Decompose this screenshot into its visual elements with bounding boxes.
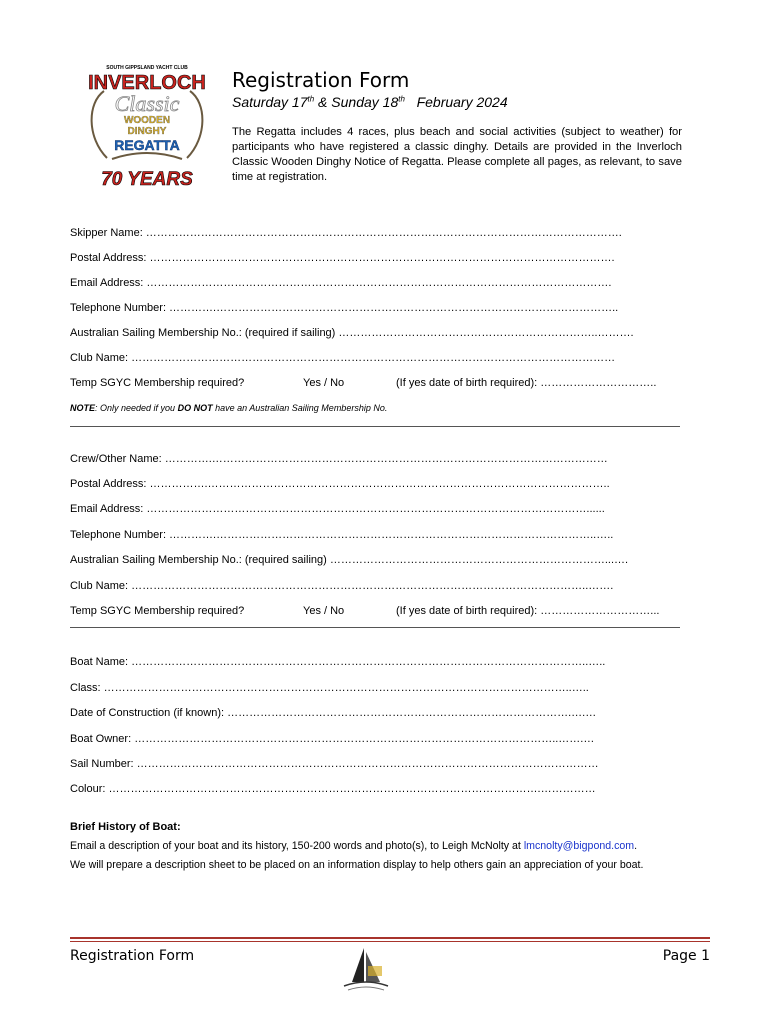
crew-postal-field[interactable]: Postal Address: …………….……………………………………………………………………………………………….. [70, 478, 610, 490]
crew-dob-field[interactable]: (If yes date of birth required): …………………………... [396, 605, 660, 617]
history-description: We will prepare a description sheet to be placed on an information display to help others gain an appreciation of your boat. [70, 859, 644, 871]
footer-title: Registration Form [70, 948, 195, 964]
crew-temp-label: Temp SGYC Membership required? [70, 605, 245, 617]
page-title: Registration Form [232, 68, 410, 92]
logo-club-text: SOUTH GIPPSLAND YACHT CLUB [106, 65, 188, 71]
boat-owner-field[interactable]: Boat Owner: ……………………………………………………………………………………………………..…….… [70, 733, 595, 745]
membership-note: NOTE: Only needed if you DO NOT have an Australian Sailing Membership No. [70, 403, 388, 413]
skipper-email-field[interactable]: Email Address: ………………………………………………………………………………………………………………. [70, 277, 612, 289]
crew-email-field[interactable]: Email Address: …………………………………………………………………………………………………………...... [70, 503, 605, 515]
footer-rule [70, 937, 710, 939]
page-number: Page 1 [662, 948, 710, 964]
boat-name-field[interactable]: Boat Name: ……………………………………………………………………………………………………………..….. [70, 656, 606, 668]
crew-temp-yes-no[interactable]: Yes / No [303, 605, 345, 617]
skipper-club-field[interactable]: Club Name: …………………………………………………………………………………………………………………… [70, 352, 616, 364]
event-dates: Saturday 17th & Sunday 18th February 2024 [232, 94, 508, 110]
logo-classic: Classic [114, 91, 180, 116]
logo-regatta: REGATTA [114, 137, 180, 153]
skipper-name-field[interactable]: Skipper Name: …………………………………………………………………………………………………………………. [70, 227, 622, 239]
logo-wooden: WOODEN [123, 115, 171, 126]
history-heading: Brief History of Boat: [70, 821, 181, 833]
sail-number-field[interactable]: Sail Number: ……………………………………………………………………………………………………………… [70, 758, 599, 770]
skipper-temp-yes-no[interactable]: Yes / No [303, 377, 345, 389]
intro-paragraph: The Regatta includes 4 races, plus beach and social activities (subject to weather) for participants who have registered a classic dinghy. Details are provided in the Inverloch Classic Wooden Dinghy Notice of Regatta. Please complete all pages, as relevant, to save time at registration. [232, 126, 682, 183]
skipper-phone-field[interactable]: Telephone Number: ………….……………………………………………………………………………………………….. [70, 302, 619, 314]
logo-70-years: 70 YEARS [101, 169, 193, 190]
skipper-postal-field[interactable]: Postal Address: ………………………………………………………………………………………………………………. [70, 252, 615, 264]
contact-email-link[interactable]: lmcnolty@bigpond.com [523, 840, 635, 852]
boat-class-field[interactable]: Class: ………………………………………………………………………………………………………………..….. [70, 682, 589, 694]
footer-rule-thin [70, 941, 710, 942]
logo-dinghy: DINGHY [127, 126, 167, 137]
history-instructions: Email a description of your boat and its history, 150-200 words and photo(s), to Leigh McNolty at lmcnolty@bigpond.com. [70, 840, 638, 852]
boat-construction-date-field[interactable]: Date of Construction (if known): ………………………………………………………………………………….….… [70, 707, 597, 719]
crew-phone-field[interactable]: Telephone Number: ………….…………………………………………………………………………………………..….. [70, 529, 614, 541]
crew-membership-field[interactable]: Australian Sailing Membership No.: (required sailing) …………………………………………………………………...…. [70, 554, 629, 566]
section-divider [70, 426, 680, 427]
logo-inverloch: INVERLOCH [88, 72, 206, 94]
skipper-temp-label: Temp SGYC Membership required? [70, 377, 245, 389]
regatta-logo [82, 63, 212, 193]
section-divider [70, 627, 680, 628]
crew-name-field[interactable]: Crew/Other Name: ………….……………………………………………………………………………………………… [70, 453, 608, 465]
boat-colour-field[interactable]: Colour: ……………………………………………………………………………………………………….…………… [70, 783, 596, 795]
crew-club-field[interactable]: Club Name: ……………………………………………………………………………………………………………..……. [70, 580, 614, 592]
skipper-membership-field[interactable]: Australian Sailing Membership No.: (required if sailing) ……………………………………………………………..………. [70, 327, 634, 339]
skipper-dob-field[interactable]: (If yes date of birth required): ………………………….. [396, 377, 657, 389]
club-logo-icon [340, 944, 392, 996]
